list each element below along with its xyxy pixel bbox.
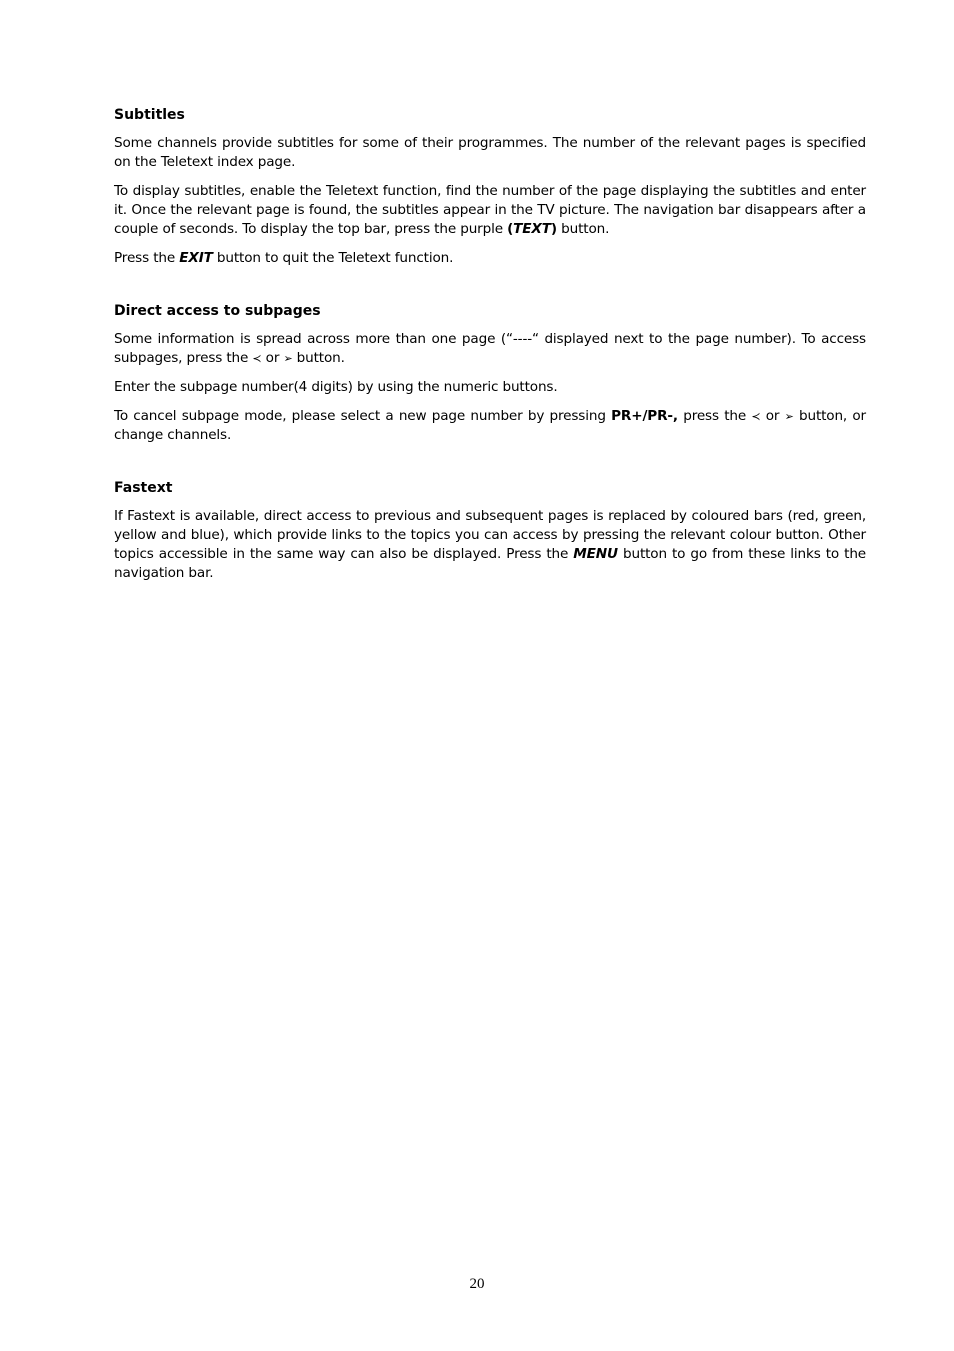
paragraph bbox=[114, 330, 866, 368]
right-arrow-icon: ➢ bbox=[784, 410, 794, 423]
section-heading: Subtitles bbox=[114, 107, 185, 123]
text-run: ( bbox=[507, 221, 514, 237]
text-run: To display subtitles, enable the Teletext function, find the number of the page displaying the subtitles and enter it. Once the relevant page is found, the subtitles appear in the TV picture. The navigation bar disappears after a couple of seconds. To display the top bar, press the purple bbox=[114, 183, 866, 237]
paragraph bbox=[114, 407, 866, 445]
text-run: If Fastext is available, direct access to previous and subsequent pages is replaced by coloured bars (red, green, yellow and blue), which provide links to the topics you can access by pressing the relevant colour button. Other topics accessible in the same way can also be displayed. Press the bbox=[114, 508, 866, 562]
text-run: or bbox=[760, 408, 785, 424]
paragraph bbox=[114, 378, 866, 397]
text-run: press the bbox=[677, 408, 752, 424]
text-run: button to go from these links to the navigation bar. bbox=[114, 546, 867, 581]
paragraph bbox=[114, 249, 866, 268]
text-run: Some information is spread across more than one page (“----“ displayed next to the page number). To access subpages, press the bbox=[114, 331, 866, 366]
section bbox=[114, 105, 866, 268]
text-run: PR+/PR-, bbox=[611, 408, 678, 424]
text-run: or bbox=[261, 350, 284, 366]
text-run: Some channels provide subtitles for some of their programmes. The number of the relevant pages is specified on the Teletext index page. bbox=[114, 135, 866, 170]
paragraph bbox=[114, 507, 866, 583]
paragraph bbox=[114, 182, 866, 239]
text-run: button to quit the Teletext function. bbox=[212, 250, 454, 266]
text-run: TEXT bbox=[513, 221, 551, 237]
text-run: button. bbox=[292, 350, 345, 366]
text-run: EXIT bbox=[179, 250, 213, 266]
section-heading: Direct access to subpages bbox=[114, 303, 321, 319]
text-run: button, or change channels. bbox=[114, 408, 866, 443]
section bbox=[114, 301, 866, 445]
document-page bbox=[114, 105, 866, 616]
section bbox=[114, 478, 866, 583]
page-number: 20 bbox=[469, 1276, 485, 1292]
text-run: ) bbox=[550, 221, 557, 237]
text-run: MENU bbox=[573, 546, 618, 562]
text-run: Enter the subpage number(4 digits) by using the numeric buttons. bbox=[114, 379, 558, 395]
left-arrow-icon: ≺ bbox=[751, 410, 761, 423]
right-arrow-icon: ➢ bbox=[283, 352, 293, 365]
paragraph bbox=[114, 134, 866, 172]
section-heading: Fastext bbox=[114, 480, 173, 496]
left-arrow-icon: ≺ bbox=[252, 352, 262, 365]
text-run: To cancel subpage mode, please select a new page number by pressing bbox=[114, 408, 612, 424]
text-run: button. bbox=[556, 221, 610, 237]
text-run: Press the bbox=[114, 250, 180, 266]
